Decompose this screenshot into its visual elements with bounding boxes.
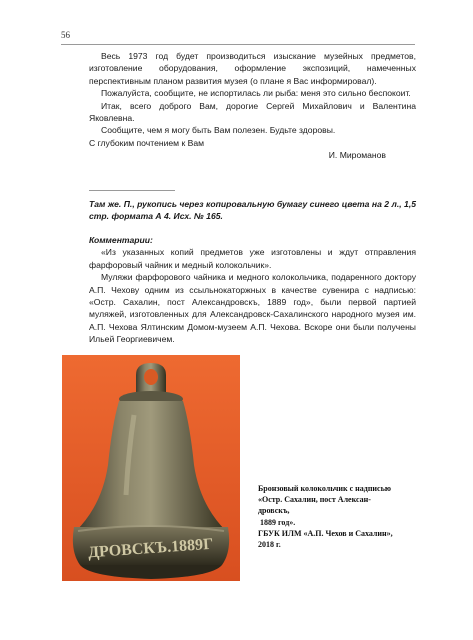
source-note: Там же. П., рукопись через копировальную бумагу синего цвета на 2 л., 1,5 стр. формата А 4. Исх. № 165. [89,199,416,222]
signature: И. Мироманов [328,150,386,161]
separator-rule [89,190,175,191]
commentary-block [89,234,416,346]
letter-paragraph: Пожалуйста, сообщите, не испортилась ли рыба: меня это сильно беспокоит. [101,88,411,99]
closing-text: С глубоким почтением к Вам [89,137,205,148]
letter-paragraph: Весь 1973 год будет производиться изыскание музейных предметов, изготовление оборудования, оформление экспозиций, намеченных перспективным планом развития музея (о плане я Вас информировал). [89,51,416,86]
letter-paragraph: Итак, всего доброго Вам, дорогие Сергей Михайлович и Валентина Яковлевна. [89,100,416,124]
closing-line [89,137,416,149]
caption-line: Бронзовый колокольчик с надписью [258,484,391,493]
caption-line: 1889 год». [258,517,296,527]
photo-caption [258,483,418,550]
commentary-paragraph: Муляжи фарфорового чайника и медного колокольчика, подаренного доктору А.П. Чехову одним из ссыльнокаторжных в качестве сувенира с надписью: «Остр. Сахалин, пост Александровскъ, 1889 год», были первой партией муляжей, изготовленных для Александровск-Сахалинского народного музея им. А.П. Чехова Ялтинским Домом-музеем А.П. Чехова. Вскоре они были получены Ильей Георгиевичем. [89,272,416,345]
signature-line [89,149,416,161]
bell-illustration [62,355,240,581]
header-rule [61,44,415,45]
letter-paragraph: Сообщите, чем я могу быть Вам полезен. Будьте здоровы. [101,125,336,136]
bell-inscription: ДРОВСКЪ.1889Г [87,535,214,562]
bell-photo [62,355,240,581]
caption-line: «Остр. Сахалин, пост Алексан- [258,495,371,505]
caption-line: 2018 г. [258,540,281,550]
letter-body [89,50,416,162]
page-number: 56 [61,30,70,40]
caption-line: дровскъ, [258,506,290,516]
commentary-heading: Комментарии: [89,235,153,245]
commentary-paragraph: «Из указанных копий предметов уже изготовлены и ждут отправления фарфоровый чайник и медный колокольчик». [89,247,416,270]
caption-line: ГБУК ИЛМ «А.П. Чехов и Сахалин», [258,528,393,538]
